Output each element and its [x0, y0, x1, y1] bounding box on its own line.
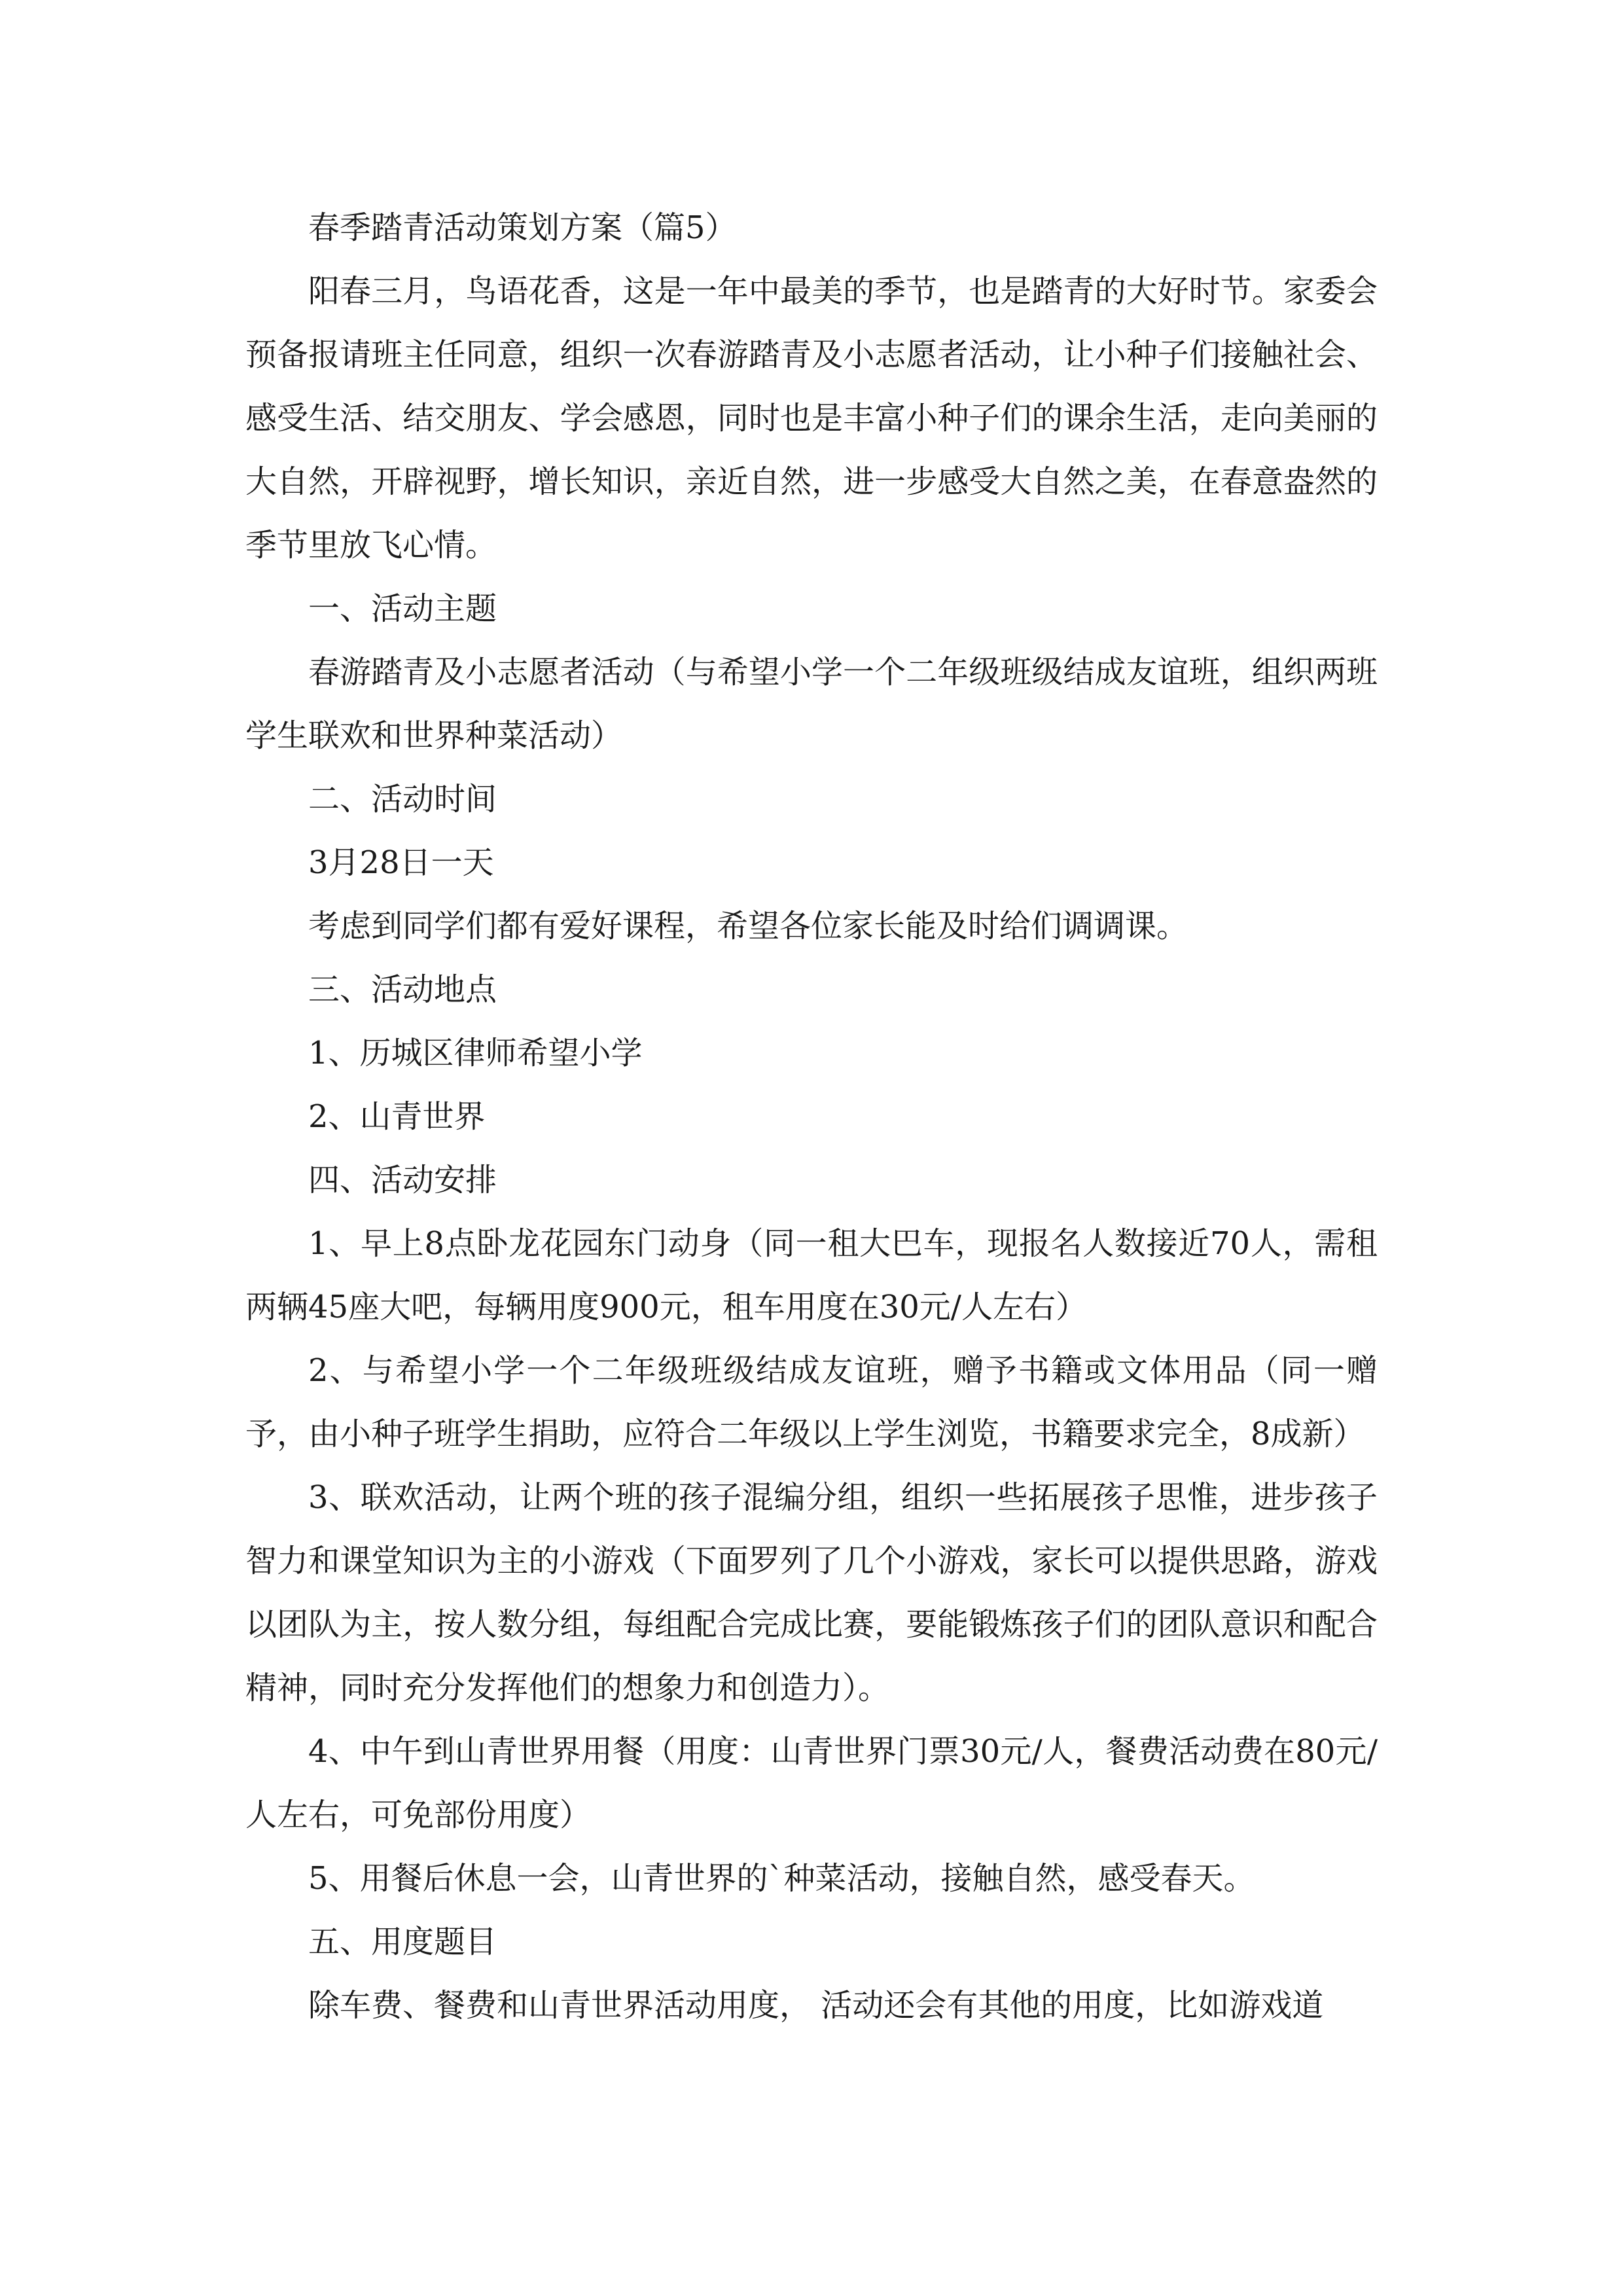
theme-paragraph: 春游踏青及小志愿者活动（与希望小学一个二年级班级结成友谊班，组织两班学生联欢和世界种菜活动）: [245, 654, 1378, 754]
cost-paragraph: 除车费、餐费和山青世界活动用度， 活动还会有其他的用度，比如游戏道: [308, 1987, 1324, 2024]
schedule-item-1: 1、早上8点卧龙花园东门动身（同一租大巴车，现报名人数接近70人，需租两辆45座大吧，每辆用度900元，租车用度在30元/人左右）: [245, 1225, 1378, 1325]
time-paragraph: 3月28日一天: [308, 844, 494, 881]
schedule-item-3: 3、联欢活动，让两个班的孩子混编分组，组织一些拓展孩子思惟，进步孩子智力和课堂知识为主的小游戏（下面罗列了几个小游戏，家长可以提供思路，游戏以团队为主，按人数分组，每组配合完成比赛，要能锻炼孩子们的团队意识和配合精神，同时充分发挥他们的想象力和创造力）。: [245, 1479, 1378, 1706]
schedule-item-4: 4、中午到山青世界用餐（用度：山青世界门票30元/人，餐费活动费在80元/人左右，可免部份用度）: [245, 1733, 1378, 1833]
schedule-item-5: 5、用餐后休息一会，山青世界的`种菜活动，接触自然，感受春天。: [308, 1860, 1255, 1897]
document-body: [245, 196, 1378, 2037]
intro-paragraph: 阳春三月，鸟语花香，这是一年中最美的季节，也是踏青的大好时节。家委会预备报请班主任同意，组织一次春游踏青及小志愿者活动，让小种子们接触社会、感受生活、结交朋友、学会感恩，同时也是丰富小种子们的课余生活，走向美丽的大自然，开辟视野，增长知识，亲近自然，进一步感受大自然之美，在春意盎然的季节里放飞心情。: [245, 273, 1378, 564]
document-title: 春季踏青活动策划方案（篇5）: [308, 209, 737, 246]
section-heading-theme: 一、活动主题: [308, 590, 497, 627]
section-heading-schedule: 四、活动安排: [308, 1162, 497, 1198]
section-heading-cost: 五、用度题目: [308, 1924, 497, 1960]
section-heading-time: 二、活动时间: [308, 781, 497, 817]
section-heading-location: 三、活动地点: [308, 971, 497, 1008]
location-item-2: 2、山青世界: [308, 1098, 486, 1135]
location-item-1: 1、历城区律师希望小学: [308, 1035, 643, 1071]
time-note-paragraph: 考虑到同学们都有爱好课程，希望各位家长能及时给们调调课。: [308, 908, 1188, 944]
schedule-item-2: 2、与希望小学一个二年级班级结成友谊班，赠予书籍或文体用品（同一赠予，由小种子班学生捐助，应符合二年级以上学生浏览，书籍要求完全，8成新）: [245, 1352, 1378, 1452]
